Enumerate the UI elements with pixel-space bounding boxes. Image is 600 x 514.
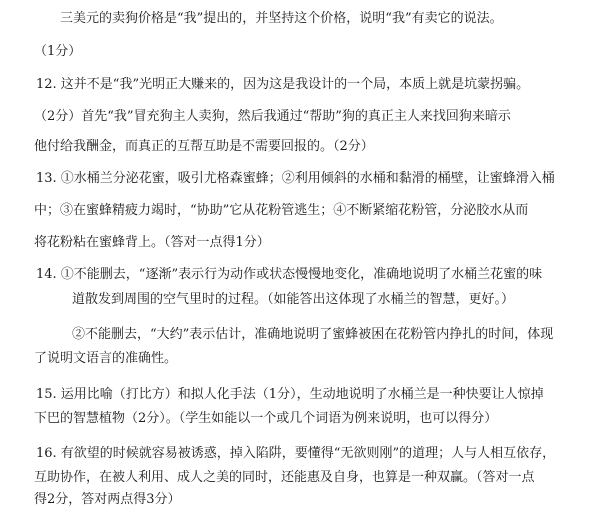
text-line: 下巴的智慧植物（2分）。（学生如能以一个或几个词语为例来说明，也可以得分） <box>34 411 498 426</box>
text-line: 15. 运用比喻（打比方）和拟人化手法（1分），生动地说明了水桶兰是一种快要让人惊掉 <box>36 387 544 402</box>
text-line: 14. ①不能删去，“逐渐”表示行为动作或状态慢慢地变化，准确地说明了水桶兰花蜜的味 <box>36 267 543 282</box>
text-line: ②不能删去，“大约”表示估计，准确地说明了蜜蜂被困在花粉管内挣扎的时间，体现 <box>72 327 554 342</box>
text-line: 得2分，答对两点得3分） <box>34 492 181 507</box>
text-line: （1分） <box>34 44 82 59</box>
text-line: （2分）首先“我”冒充狗主人卖狗，然后我通过“帮助”狗的真正主人来找回狗来暗示 <box>34 109 511 124</box>
text-line: 12. 这并不是“我”光明正大赚来的，因为这是我设计的一个局，本质上就是坑蒙拐骗。 <box>36 77 530 92</box>
text-line: 了说明文语言的准确性。 <box>34 351 178 366</box>
text-line: 他付给我酬金，而真正的互帮互助是不需要回报的。（2分） <box>34 139 374 154</box>
text-line: 将花粉粘在蜜蜂背上。（答对一点得1分） <box>34 235 270 250</box>
text-line: 道散发到周围的空气里时的过程。（如能答出这体现了水桶兰的智慧，更好。） <box>72 292 515 307</box>
text-line: 互助协作，在被人利用、成人之美的同时，还能惠及自身，也算是一种双赢。（答对一点 <box>34 470 535 485</box>
text-line: 16. 有欲望的时候就容易被诱惑，掉入陷阱，要懂得“无欲则刚”的道理；人与人相互依存， <box>36 446 556 461</box>
text-line: 13. ①水桶兰分泌花蜜，吸引尤格森蜜蜂；②利用倾斜的水桶和黏滑的桶壁，让蜜蜂滑入桶 <box>36 171 555 186</box>
text-line: 三美元的卖狗价格是“我”提出的，并坚持这个价格，说明“我”有卖它的说法。 <box>60 11 503 26</box>
text-line: 中；③在蜜蜂精疲力竭时，“协助”它从花粉管逃生；④不断紧缩花粉管，分泌胶水从而 <box>34 203 529 218</box>
